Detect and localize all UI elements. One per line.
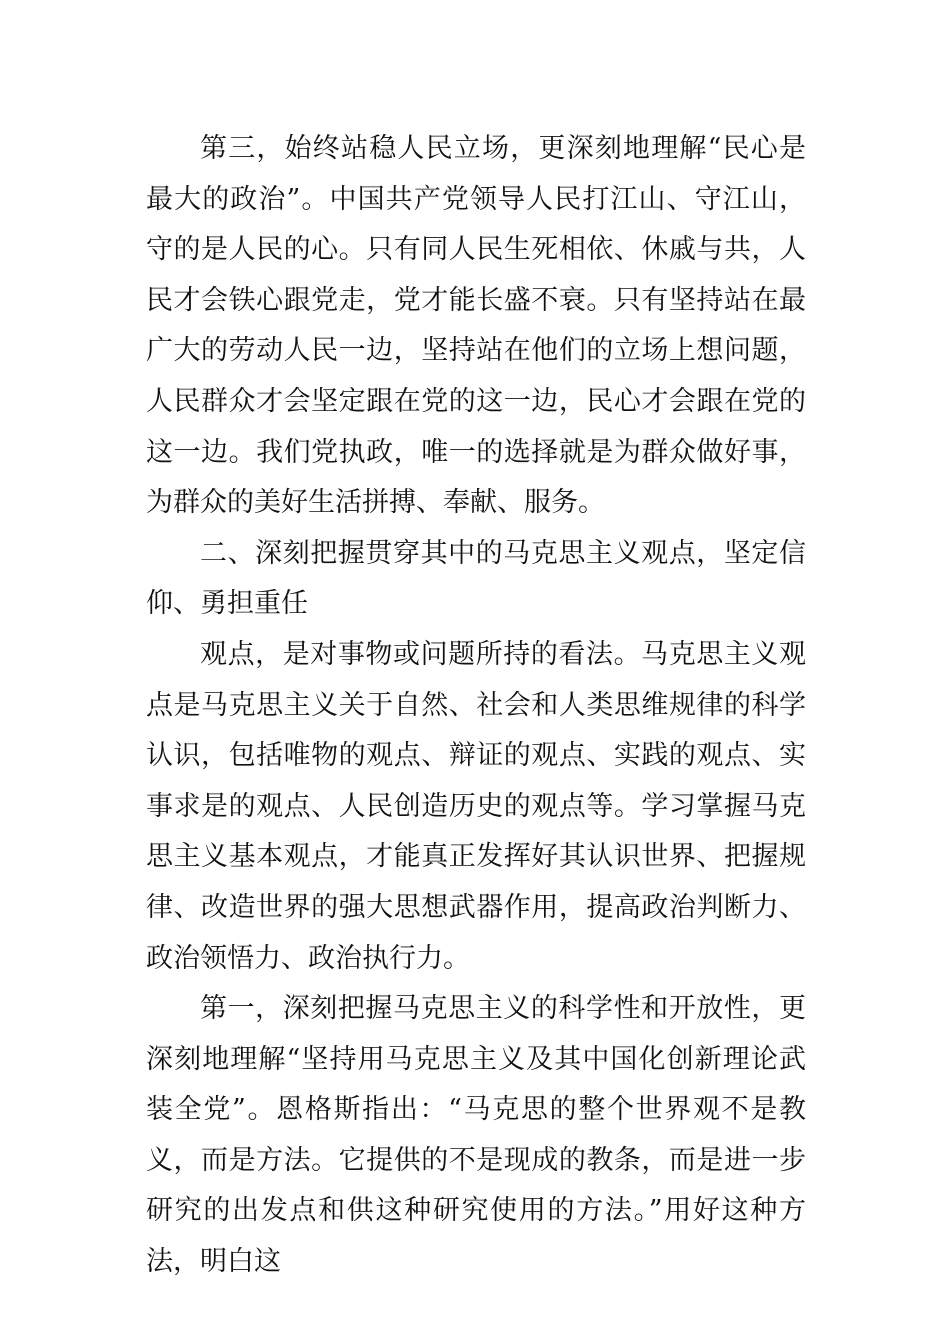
section-heading-two: 二、深刻把握贯穿其中的马克思主义观点，坚定信仰、勇担重任 [146,537,806,620]
document-body [146,124,806,1288]
paragraph-viewpoint-intro: 观点，是对事物或问题所持的看法。马克思主义观点是马克思主义关于自然、社会和人类思维规律的科学认识，包括唯物的观点、辩证的观点、实践的观点、实事求是的观点、人民创造历史的观点等。学习掌握马克思主义基本观点，才能真正发挥好其认识世界、把握规律、改造世界的强大思想武器作用，提高政治判断力、政治领悟力、政治执行力。 [146,638,806,974]
paragraph-first-point: 第一，深刻把握马克思主义的科学性和开放性，更深刻地理解“坚持用马克思主义及其中国化创新理论武装全党”。恩格斯指出：“马克思的整个世界观不是教义，而是方法。它提供的不是现成的教条，而是进一步研究的出发点和供这种研究使用的方法。”用好这种方法，明白这 [146,993,806,1278]
paragraph-third-point: 第三，始终站稳人民立场，更深刻地理解“民心是最大的政治”。中国共产党领导人民打江山、守江山，守的是人民的心。只有同人民生死相依、休戚与共，人民才会铁心跟党走，党才能长盛不衰。只有坚持站在最广大的劳动人民一边，坚持站在他们的立场上想问题，人民群众才会坚定跟在党的这一边，民心才会跟在党的这一边。我们党执政，唯一的选择就是为群众做好事，为群众的美好生活拼搏、奉献、服务。 [146,133,806,519]
